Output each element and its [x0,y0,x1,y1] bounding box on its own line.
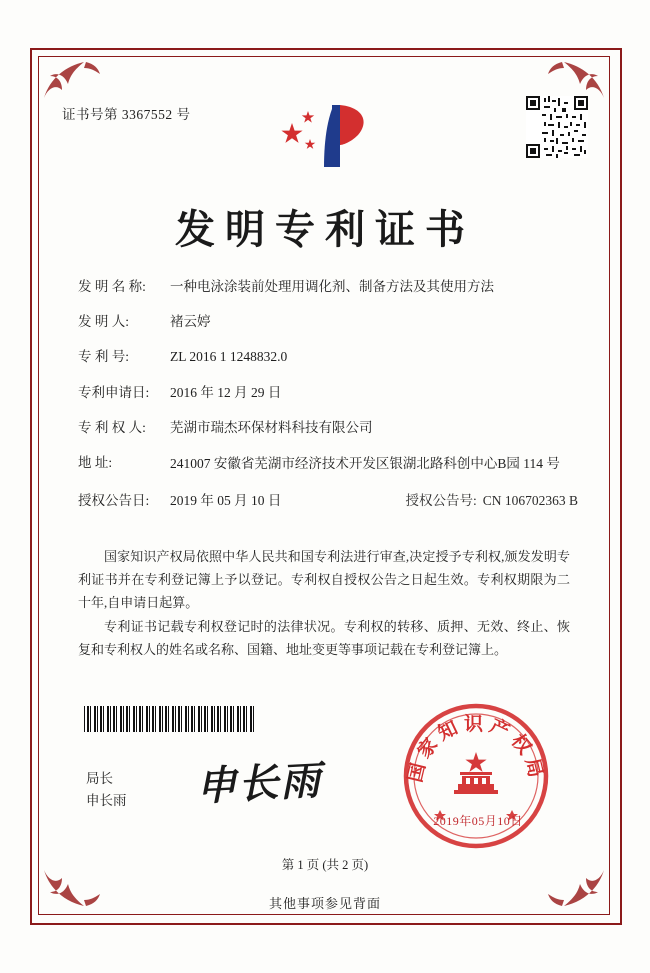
signature-name: 申长雨 [86,793,127,809]
field-invention-name [78,278,578,296]
field-label: 授权公告日: [78,493,150,509]
page-title: 发明专利证书 [175,206,475,253]
field-value: 2016 年 12 月 29 日 [170,384,282,400]
field-value: 褚云婷 [170,314,211,330]
field-value: 2019 年 05 月 10 日 [170,493,282,509]
field-label: 专 利 权 人: [78,419,146,435]
field-label: 地 址: [78,455,113,471]
field-grant-announcement [78,492,578,510]
field-address [78,454,578,475]
signature-block [86,768,127,813]
field-list [78,278,578,526]
field-inventor [78,313,578,331]
field-label: 专 利 号: [78,349,130,365]
seal-date: 2019年05月10日 [433,814,523,828]
certificate-number: 证书号第 3367552 号 [62,107,191,122]
field-value-secondary: CN 106702363 B [482,493,578,509]
field-value: 一种电泳涂装前处理用调化剂、制备方法及其使用方法 [170,279,494,294]
field-value: ZL 2016 1 1248832.0 [170,349,288,365]
field-patent-number [78,348,578,366]
body-text [78,546,570,664]
cnipa-logo-icon [270,95,380,175]
field-label: 发 明 人: [78,314,130,330]
field-value: 241007 安徽省芜湖市经济技术开发区银湖北路科创中心B园 114 号 [170,456,560,472]
paragraph-1: 国家知识产权局依照中华人民共和国专利法进行审查,决定授予专利权,颁发发明专利证书并在专利登记簿上予以登记。专利权自授权公告之日起生效。专利权期限为二十年,自申请日起算。 [78,549,570,610]
qr-code-icon [526,96,588,158]
official-seal [400,700,552,852]
paragraph-2: 专利证书记载专利权登记时的法律状况。专利权的转移、质押、无效、终止、恢复和专利权人的姓名或名称、国籍、地址变更等事项记载在专利登记簿上。 [78,619,570,657]
svg-text:国家知识产权局: 国家知识产权局 [404,713,548,785]
footer-note: 其他事项参见背面 [268,896,381,911]
field-label: 发 明 名 称: [78,279,146,294]
field-application-date [78,384,578,402]
field-patentee [78,419,578,437]
field-label-secondary: 授权公告号: [405,493,477,509]
handwritten-signature: 申长雨 [195,756,324,811]
corner-ornament-icon [40,58,102,102]
signature-title: 局长 [86,771,113,786]
page-number: 第 1 页 (共 2 页) [281,858,369,872]
barcode [84,706,254,732]
field-label: 专利申请日: [78,384,150,400]
field-value: 芜湖市瑞杰环保材料科技有限公司 [170,419,373,435]
